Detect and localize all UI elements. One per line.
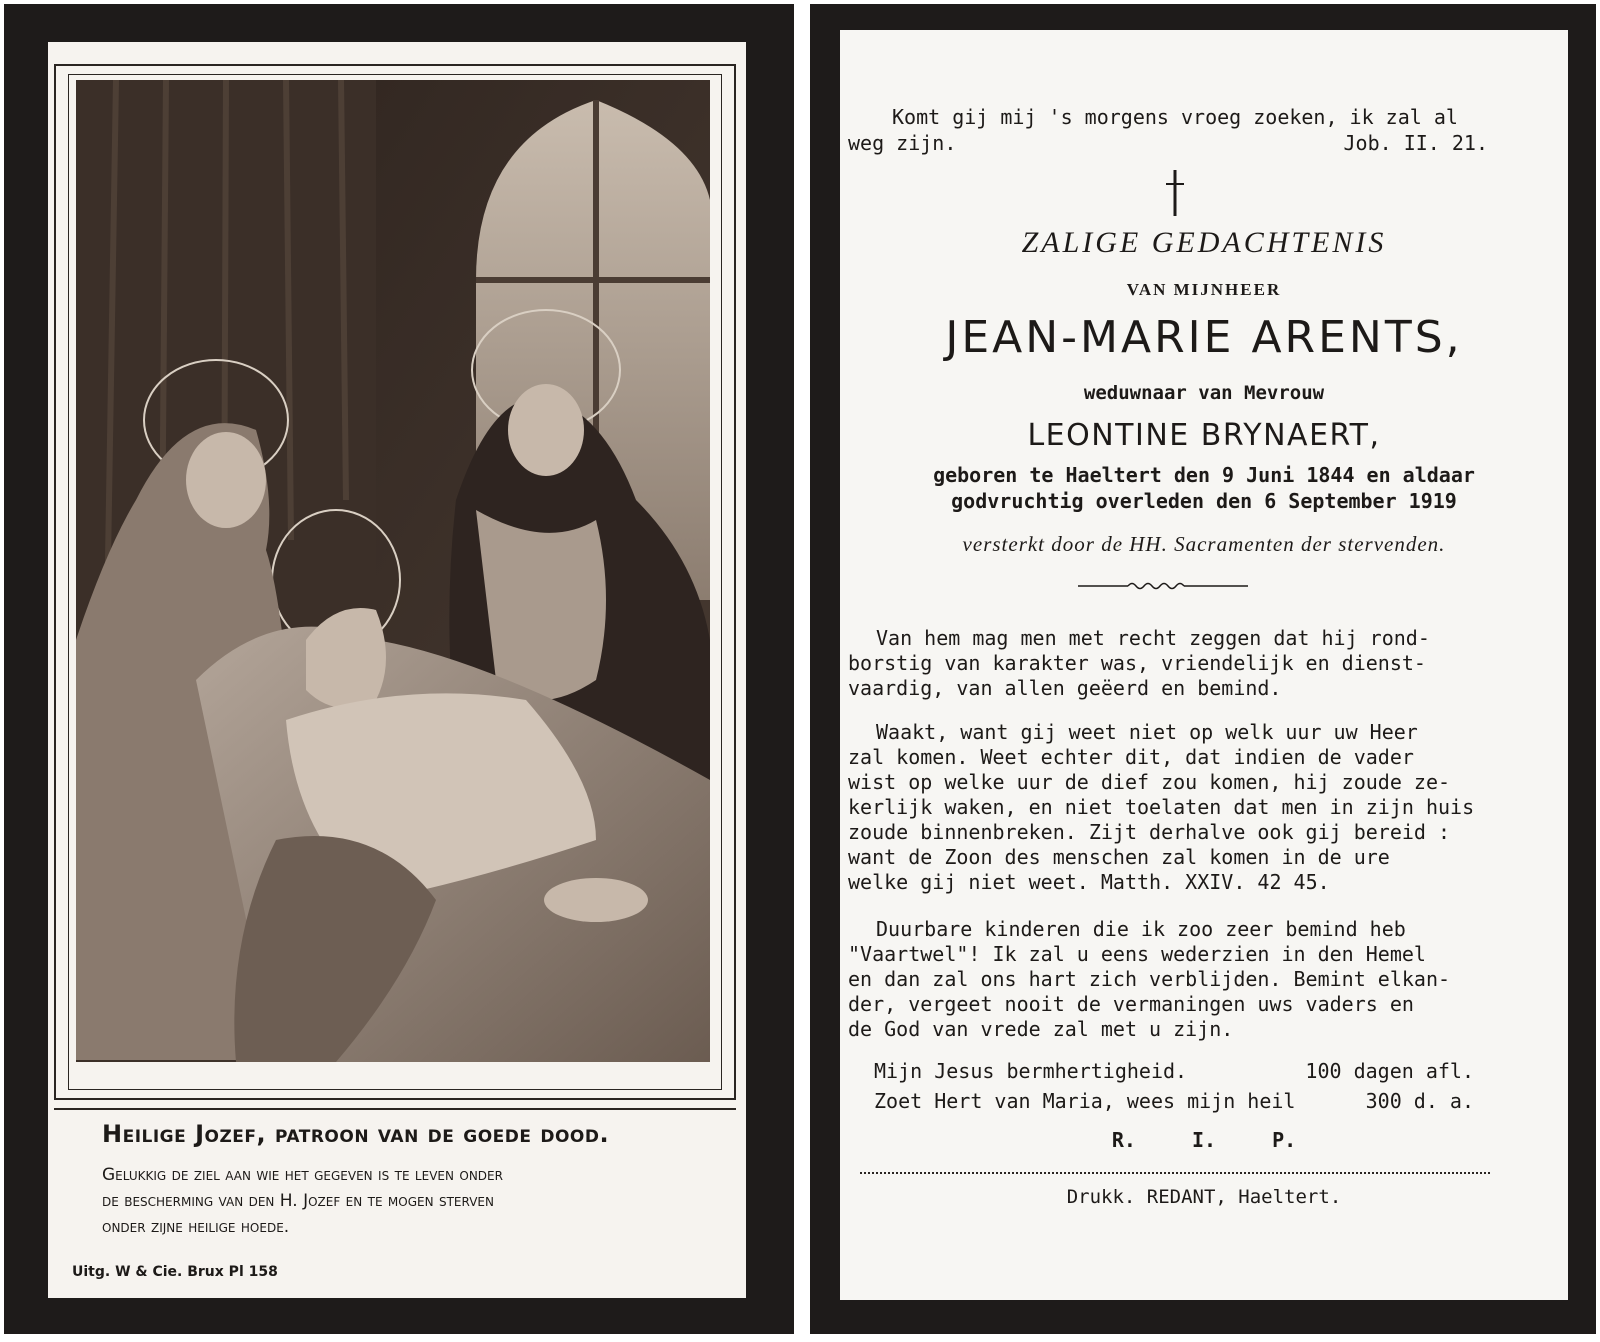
deceased-name: JEAN-MARIE ARENTS,: [945, 312, 1463, 363]
ornament-divider: [1078, 580, 1248, 592]
printer-imprint: Drukk. REDANT, Haeltert.: [1066, 1186, 1342, 1208]
left-card: [4, 4, 794, 1334]
verse-line: Komt gij mij 's morgens vroeg zoeken, ik zal al: [892, 105, 1458, 129]
deathbed-illustration: [76, 80, 710, 1062]
caption-title: Heilige Jozef, patroon van de goede dood.: [102, 1120, 610, 1148]
text-line: kerlijk waken, en niet toelaten dat men in zijn huis: [848, 795, 1475, 819]
text-line: zal komen. Weet echter dit, dat indien de vader: [848, 745, 1414, 769]
dotted-divider: [860, 1172, 1490, 1174]
publisher-imprint: Uitg. W & Cie. Brux Pl 158: [72, 1264, 278, 1280]
prayer-text: Mijn Jesus bermhertigheid.: [874, 1059, 1188, 1083]
sacraments-line: versterkt door de HH. Sacramenten der stervenden.: [962, 532, 1446, 556]
text-line: vaardig, van allen geëerd en bemind.: [848, 676, 1282, 700]
text-line: der, vergeet nooit de vermaningen uws vaders en: [848, 992, 1414, 1016]
caption-body: [102, 1162, 722, 1240]
scripture-paragraph: [848, 720, 1490, 895]
tribute-paragraph: [848, 626, 1490, 701]
memorial-title: ZALIGE GEDACHTENIS: [1021, 226, 1387, 259]
right-card-paper: [840, 30, 1568, 1300]
text-line: "Vaartwel"! Ik zal u eens wederzien in den Hemel: [848, 942, 1426, 966]
text-line: Waakt, want gij weet niet op welk uur uw Heer: [876, 720, 1418, 744]
verse-reference: Job. II. 21.: [1343, 131, 1488, 155]
spouse-name: LEONTINE BRYNAERT,: [1027, 418, 1381, 453]
text-line: Duurbare kinderen die ik zoo zeer bemind heb: [876, 917, 1406, 941]
left-card-paper: [48, 42, 746, 1298]
text-line: want de Zoon des menschen zal komen in de ure: [848, 845, 1390, 869]
text-line: de God van vrede zal met u zijn.: [848, 1017, 1234, 1041]
right-card: [810, 4, 1596, 1334]
text-line: Van hem mag men met recht zeggen dat hij rond-: [876, 626, 1430, 650]
text-line: zoude binnenbreken. Zijt derhalve ook gij bereid :: [848, 820, 1451, 844]
indulgence-prayer: [874, 1056, 1474, 1086]
indulgence-value: 300 d. a.: [1365, 1089, 1474, 1113]
indulgence-prayer: [874, 1086, 1474, 1116]
caption-line: onder zijne heilige hoede.: [102, 1217, 290, 1237]
text-line: welke gij niet weet.: [848, 870, 1089, 894]
text-line: borstig van karakter was, vriendelijk en dienst-: [848, 651, 1426, 675]
caption-line: Gelukkig de ziel aan wie het gegeven is te leven onder: [102, 1165, 503, 1185]
indulgence-value: 100 dagen afl.: [1305, 1059, 1474, 1083]
farewell-paragraph: [848, 917, 1490, 1042]
prayer-text: Zoet Hert van Maria, wees mijn heil: [874, 1089, 1296, 1113]
frame-divider: [54, 1108, 736, 1110]
widower-line: weduwnaar van Mevrouw: [1083, 382, 1325, 404]
scripture-reference: Matth. XXIV. 42 45.: [1100, 870, 1330, 894]
rip-line: R. I. P.: [1111, 1128, 1297, 1152]
caption-line: de bescherming van den H. Jozef en te mogen sterven: [102, 1191, 494, 1211]
verse-line: weg zijn.: [848, 131, 957, 155]
text-line: en dan zal ons hart zich verblijden. Bemint elkan-: [848, 967, 1451, 991]
scripture-verse: [840, 104, 1488, 156]
birth-death-dates: geboren te Haeltert den 9 Juni 1844 en aldaar godvruchtig overleden den 6 September 1919: [933, 463, 1475, 513]
honorific: VAN MIJNHEER: [1126, 280, 1282, 299]
text-line: wist op welke uur de dief zou komen, hij zoude ze-: [848, 770, 1451, 794]
cross-icon: [1160, 168, 1190, 218]
